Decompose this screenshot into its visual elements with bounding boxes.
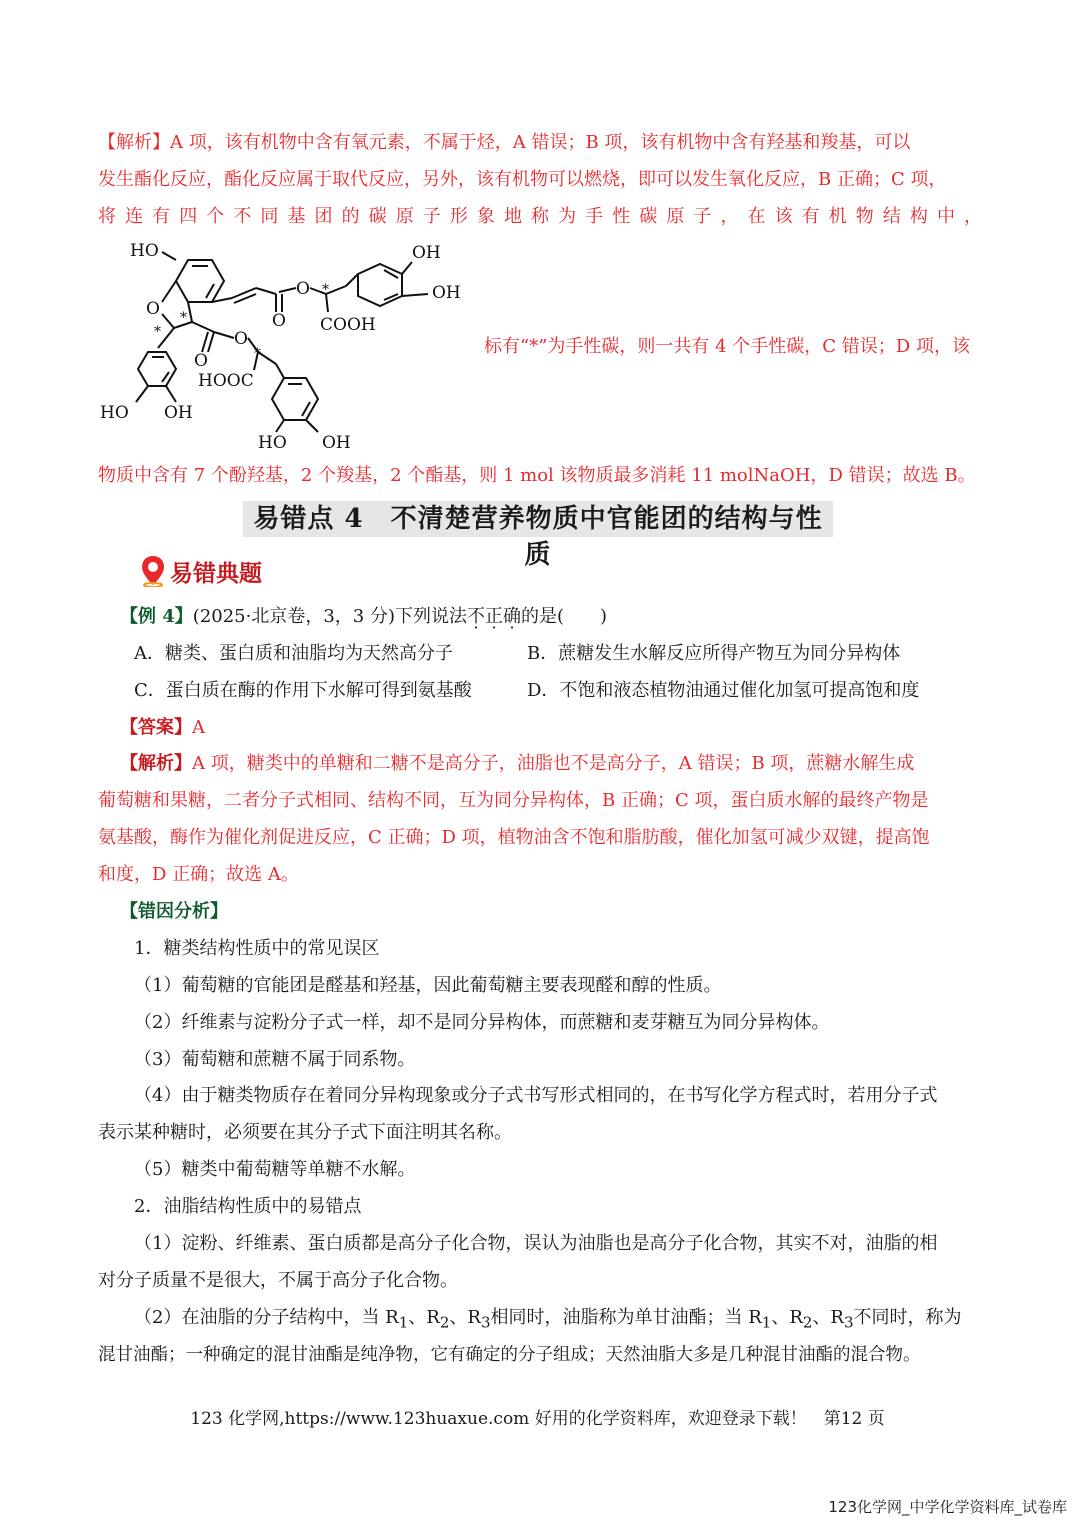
justified-char: 称 <box>531 206 549 227</box>
mol-chiral-star: * <box>180 310 187 326</box>
justified-char: ， <box>964 206 982 227</box>
example-tag: 【例 4】 <box>120 606 193 627</box>
analysis2-line2: 葡萄糖和果糖，二者分子式相同、结构不同，互为同分异构体，B 正确；C 项，蛋白质水解的最终产物是 <box>98 790 929 811</box>
justified-char: 子 <box>422 206 441 227</box>
subscript: 3 <box>480 1313 491 1332</box>
emph-char: 确 <box>503 606 521 627</box>
justified-char: 在 <box>747 206 766 227</box>
subhead <box>140 553 262 589</box>
subscript: 1 <box>761 1313 772 1332</box>
error-h1: 1．糖类结构性质中的常见误区 <box>134 938 380 959</box>
justified-char: 团 <box>314 206 333 227</box>
analysis2-line3: 氨基酸，酶作为催化剂促进反应，C 正确；D 项，植物油含不饱和脂肪酸，催化加氢可减少双键，提高饱 <box>98 827 930 848</box>
analysis1-line3 <box>98 204 982 230</box>
analysis1-line4: 标有“*”为手性碳，则一共有 4 个手性碳，C 错误；D 项，该 <box>484 336 970 357</box>
subscript: 1 <box>398 1313 409 1332</box>
analysis2-text: A 项，糖类中的单糖和二糖不是高分子，油脂也不是高分子，A 错误；B 项，蔗糖水解生成 <box>192 753 915 774</box>
error-p2: （2）纤维素与淀粉分子式一样，却不是同分异构体，而蔗糖和麦芽糖互为同分异构体。 <box>134 1012 830 1033</box>
justified-char: 基 <box>287 206 306 227</box>
analysis2-tag: 【解析】 <box>120 753 192 774</box>
q2a-part: 相同时，油脂称为单甘油酯；当 R <box>490 1307 762 1328</box>
error-h2: 2．油脂结构性质中的易错点 <box>134 1196 362 1217</box>
answer-line <box>120 715 1004 741</box>
option-b: B．蔗糖发生水解反应所得产物互为同分异构体 <box>527 643 901 664</box>
q2a-part: 、R <box>449 1307 481 1328</box>
justified-char: 的 <box>341 206 360 227</box>
emph-char: 正 <box>485 606 503 627</box>
option-c: C．蛋白质在酶的作用下水解可得到氨基酸 <box>134 680 472 701</box>
error-q2b: 混甘油酯；一种确定的混甘油酯是纯净物，它有确定的分子组成；天然油脂大多是几种混甘油酯的混合物。 <box>98 1345 921 1365</box>
justified-char: 连 <box>125 206 144 227</box>
mol-ring-o: O <box>146 299 160 319</box>
analysis1-line5: 物质中含有 7 个酚羟基，2 个羧基，2 个酯基，则 1 mol 该物质最多消耗 11 molNaOH，D 错误；故选 B。 <box>98 465 976 486</box>
mol-ho-top: HO <box>130 241 159 261</box>
subscript: 2 <box>802 1313 813 1332</box>
q2a-part: 、R <box>771 1307 803 1328</box>
error-q1b: 对分子质量不是很大，不属于高分子化合物。 <box>98 1270 458 1291</box>
mol-ester-o1: O <box>296 279 310 299</box>
justified-char: 该 <box>774 206 793 227</box>
justified-char: 机 <box>828 206 847 227</box>
error-p4a: （4）由于糖类物质存在着同分异构现象或分子式书写形式相同的，在书写化学方程式时，若用分子式 <box>134 1085 938 1106</box>
analysis2-line1 <box>120 751 980 777</box>
example-rest: 的是( ) <box>521 606 608 627</box>
justified-char: 有 <box>152 206 171 227</box>
subscript: 3 <box>844 1313 854 1332</box>
justified-char: 有 <box>801 206 820 227</box>
subhead-label: 易错典题 <box>170 559 262 587</box>
mol-hooc: HOOC <box>198 371 254 391</box>
mol-oh-bl: OH <box>164 403 193 423</box>
justified-char: 同 <box>260 206 279 227</box>
analysis2-line4: 和度，D 正确；故选 A。 <box>98 864 299 885</box>
justified-char: 性 <box>612 206 631 227</box>
mol-oh-bm: OH <box>322 433 351 453</box>
justified-char: 物 <box>855 206 874 227</box>
q2a-part: 不同时，称为 <box>853 1307 962 1328</box>
justified-char: 结 <box>882 206 901 227</box>
mol-ho-bl: HO <box>100 403 129 423</box>
answer-tag: 【答案】 <box>120 717 192 738</box>
justified-char: 原 <box>666 206 685 227</box>
justified-char: ， <box>720 206 739 227</box>
mol-cooh: COOH <box>320 315 376 335</box>
analysis1-line2: 发生酯化反应，酯化反应属于取代反应，另外，该有机物可以燃烧，即可以发生氧化反应，B 正确；C 项， <box>98 169 947 190</box>
justified-char: 形 <box>449 206 468 227</box>
q2a-part: （2）在油脂的分子结构中，当 R <box>134 1307 399 1328</box>
subscript: 2 <box>439 1313 450 1332</box>
q2a-part: 、R <box>408 1307 440 1328</box>
justified-char: 地 <box>503 206 522 227</box>
justified-char: 四 <box>179 206 198 227</box>
error-p5: （5）糖类中葡萄糖等单糖不水解。 <box>134 1159 416 1180</box>
justified-char: 个 <box>206 206 225 227</box>
justified-char: 将 <box>98 206 116 227</box>
location-pin-icon <box>140 555 166 587</box>
q2a-part: 、R <box>812 1307 844 1328</box>
watermark: 123化学网_中学化学资料库_试卷库 <box>828 1498 1067 1516</box>
justified-char: 原 <box>395 206 414 227</box>
justified-char: 中 <box>936 206 955 227</box>
mol-carbonyl-o1: O <box>272 311 286 331</box>
answer-value: A <box>192 717 205 738</box>
justified-char: 子 <box>693 206 712 227</box>
mol-oh-right: OH <box>432 283 461 303</box>
error-analysis-tag: 【错因分析】 <box>120 901 228 922</box>
analysis1-line1: 【解析】A 项，该有机物中含有氧元素，不属于烃，A 错误；B 项，该有机物中含有羟基和羧基，可以 <box>98 132 911 153</box>
mol-oh-right-top: OH <box>412 243 441 263</box>
mol-chiral-star: * <box>254 346 261 362</box>
error-q1a: （1）淀粉、纤维素、蛋白质都是高分子化合物，误认为油脂也是高分子化合物，其实不对，油脂的相 <box>134 1233 938 1254</box>
error-p4b: 表示某种糖时，必须要在其分子式下面注明其名称。 <box>98 1122 512 1143</box>
error-p3: （3）葡萄糖和蔗糖不属于同系物。 <box>134 1049 416 1070</box>
example-stem <box>120 604 1004 630</box>
mol-carbonyl-o2: O <box>194 351 208 371</box>
error-p1: （1）葡萄糖的官能团是醛基和羟基，因此葡萄糖主要表现醛和醇的性质。 <box>134 975 722 996</box>
justified-char: 手 <box>585 206 604 227</box>
mol-chiral-star: * <box>322 282 329 298</box>
justified-char: 象 <box>476 206 495 227</box>
example-source: (2025·北京卷，3，3 分)下列说法 <box>192 606 467 627</box>
option-a: A．糖类、蛋白质和油脂均为天然高分子 <box>134 643 453 664</box>
mol-ester-o2: O <box>234 329 248 349</box>
justified-char: 为 <box>558 206 577 227</box>
mol-chiral-star: * <box>154 324 161 340</box>
page-footer: 123 化学网,https://www.123huaxue.com 好用的化学资料库，欢迎登录下载！ 第12 页 <box>190 1409 885 1429</box>
mol-ho-bm: HO <box>258 433 287 453</box>
emph-char: 不 <box>467 606 485 627</box>
justified-char: 不 <box>233 206 252 227</box>
molecule-structure <box>96 236 476 458</box>
option-d: D．不饱和液态植物油通过催化加氢可提高饱和度 <box>527 680 920 701</box>
justified-char: 碳 <box>368 206 387 227</box>
section-title: 易错点 4 不清楚营养物质中官能团的结构与性质 <box>243 501 833 537</box>
justified-char: 构 <box>909 206 928 227</box>
error-q2a <box>134 1305 980 1336</box>
justified-char: 碳 <box>639 206 658 227</box>
